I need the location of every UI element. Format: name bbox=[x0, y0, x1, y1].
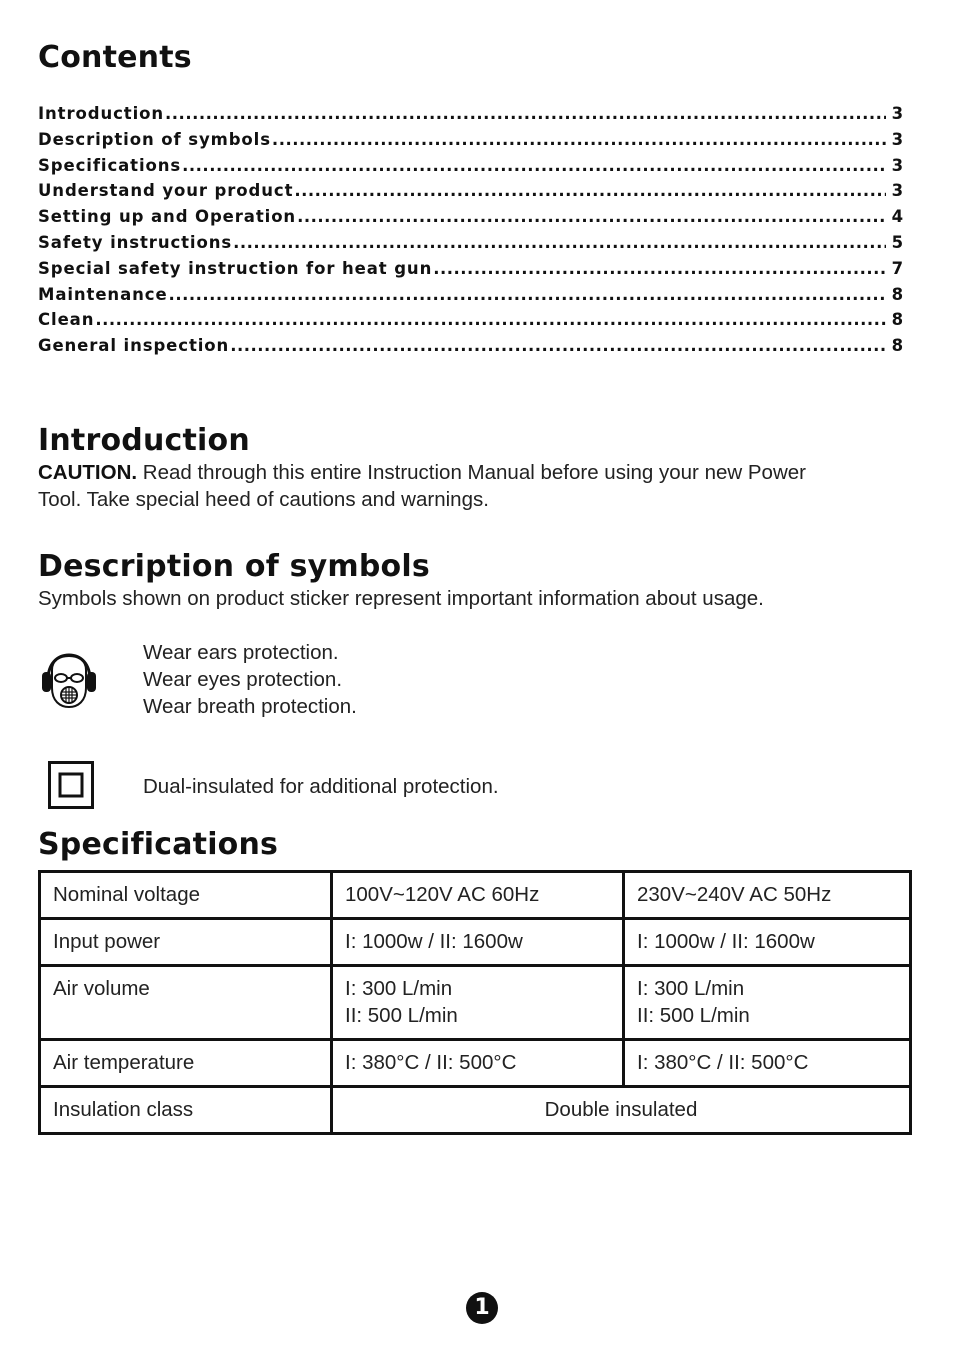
toc-leader-dots bbox=[433, 259, 886, 278]
spec-value-region-a: I: 1000w / II: 1600w bbox=[332, 919, 624, 966]
protection-symbol-description bbox=[143, 639, 357, 720]
spec-value-region-b: I: 380°C / II: 500°C bbox=[624, 1040, 911, 1087]
toc-item-safety-instructions[interactable] bbox=[38, 233, 904, 259]
toc-item-page: 8 bbox=[891, 336, 904, 356]
toc-item-page: 7 bbox=[891, 258, 904, 278]
toc-item-page: 3 bbox=[891, 155, 904, 175]
toc-item-page: 8 bbox=[891, 284, 904, 304]
spec-value-line: I: 300 L/min bbox=[637, 977, 745, 1000]
toc-item-title: Clean bbox=[38, 310, 95, 330]
specifications-heading: Specifications bbox=[38, 827, 279, 862]
ear-eye-breath-protection-icon bbox=[40, 652, 98, 715]
spec-label: Air temperature bbox=[40, 1040, 332, 1087]
toc-item-title: Special safety instruction for heat gun bbox=[38, 258, 433, 278]
introduction-paragraph bbox=[38, 459, 806, 513]
toc-item-page: 5 bbox=[891, 232, 904, 252]
toc-leader-dots bbox=[95, 310, 886, 329]
toc-leader-dots bbox=[294, 181, 886, 200]
spec-value-insulation: Double insulated bbox=[332, 1087, 911, 1134]
double-insulation-icon bbox=[48, 761, 94, 814]
spec-value-line: II: 500 L/min bbox=[637, 1004, 750, 1027]
toc-item-setting-up-and-operation[interactable] bbox=[38, 207, 904, 233]
spec-value-region-b: I: 1000w / II: 1600w bbox=[624, 919, 911, 966]
table-row bbox=[40, 1040, 911, 1087]
table-row bbox=[40, 919, 911, 966]
specifications-table bbox=[38, 870, 912, 1135]
ears-protection-text: Wear ears protection. bbox=[143, 641, 339, 664]
caution-label: CAUTION. bbox=[38, 461, 138, 484]
page-number-badge: 1 bbox=[466, 1292, 498, 1324]
toc-item-page: 3 bbox=[891, 104, 904, 123]
breath-protection-text: Wear breath protection. bbox=[143, 695, 357, 718]
toc-leader-dots bbox=[233, 233, 886, 252]
toc-item-title: Understand your product bbox=[38, 181, 294, 201]
toc-item-page: 3 bbox=[891, 129, 904, 149]
toc-item-title: Description of symbols bbox=[38, 129, 271, 149]
symbols-intro: Symbols shown on product sticker represent important information about usage. bbox=[38, 587, 764, 610]
spec-label: Input power bbox=[40, 919, 332, 966]
toc-item-title: Maintenance bbox=[38, 284, 168, 304]
table-row bbox=[40, 966, 911, 1040]
toc-item-general-inspection[interactable] bbox=[38, 336, 904, 362]
introduction-line-1 bbox=[38, 459, 806, 486]
toc-item-clean[interactable] bbox=[38, 310, 904, 336]
spec-value-region-a: 100V~120V AC 60Hz bbox=[332, 872, 624, 919]
spec-label: Insulation class bbox=[40, 1087, 332, 1134]
toc-item-introduction[interactable] bbox=[38, 104, 904, 130]
spec-value-region-a: I: 380°C / II: 500°C bbox=[332, 1040, 624, 1087]
spec-value-region-b: 230V~240V AC 50Hz bbox=[624, 872, 911, 919]
dual-insulated-text: Dual-insulated for additional protection. bbox=[143, 775, 499, 798]
spec-value-region-b bbox=[624, 966, 911, 1040]
toc-leader-dots bbox=[230, 336, 886, 355]
toc-leader-dots bbox=[165, 104, 886, 123]
introduction-text-1: Read through this entire Instruction Manual before using your new Power bbox=[137, 461, 806, 484]
spec-label: Air volume bbox=[40, 966, 332, 1040]
spec-label: Nominal voltage bbox=[40, 872, 332, 919]
eyes-protection-text: Wear eyes protection. bbox=[143, 668, 343, 691]
toc-item-specifications[interactable] bbox=[38, 156, 904, 182]
toc-leader-dots bbox=[272, 130, 886, 149]
toc-item-title: Safety instructions bbox=[38, 232, 233, 252]
toc-leader-dots bbox=[182, 156, 886, 175]
spec-value-line: II: 500 L/min bbox=[345, 1004, 458, 1027]
toc-leader-dots bbox=[169, 285, 886, 304]
introduction-line-2: Tool. Take special heed of cautions and warnings. bbox=[38, 488, 489, 511]
toc-item-title: General inspection bbox=[38, 336, 230, 356]
introduction-heading: Introduction bbox=[38, 423, 250, 458]
toc-item-description-of-symbols[interactable] bbox=[38, 130, 904, 156]
contents-heading: Contents bbox=[38, 40, 192, 75]
spec-value-line: I: 300 L/min bbox=[345, 977, 453, 1000]
spec-value-region-a bbox=[332, 966, 624, 1040]
table-row bbox=[40, 1087, 911, 1134]
toc-item-title: Introduction bbox=[38, 104, 165, 123]
table-row bbox=[40, 872, 911, 919]
symbols-heading: Description of symbols bbox=[38, 549, 430, 584]
toc-item-page: 3 bbox=[891, 181, 904, 201]
toc-item-page: 4 bbox=[891, 207, 904, 227]
toc-item-title: Setting up and Operation bbox=[38, 207, 297, 227]
toc-leader-dots bbox=[297, 207, 886, 226]
toc-item-page: 8 bbox=[891, 310, 904, 330]
toc-item-special-safety-instruction[interactable] bbox=[38, 259, 904, 285]
toc-item-understand-your-product[interactable] bbox=[38, 181, 904, 207]
toc-item-title: Specifications bbox=[38, 155, 182, 175]
toc-item-maintenance[interactable] bbox=[38, 285, 904, 311]
table-of-contents bbox=[38, 104, 904, 362]
